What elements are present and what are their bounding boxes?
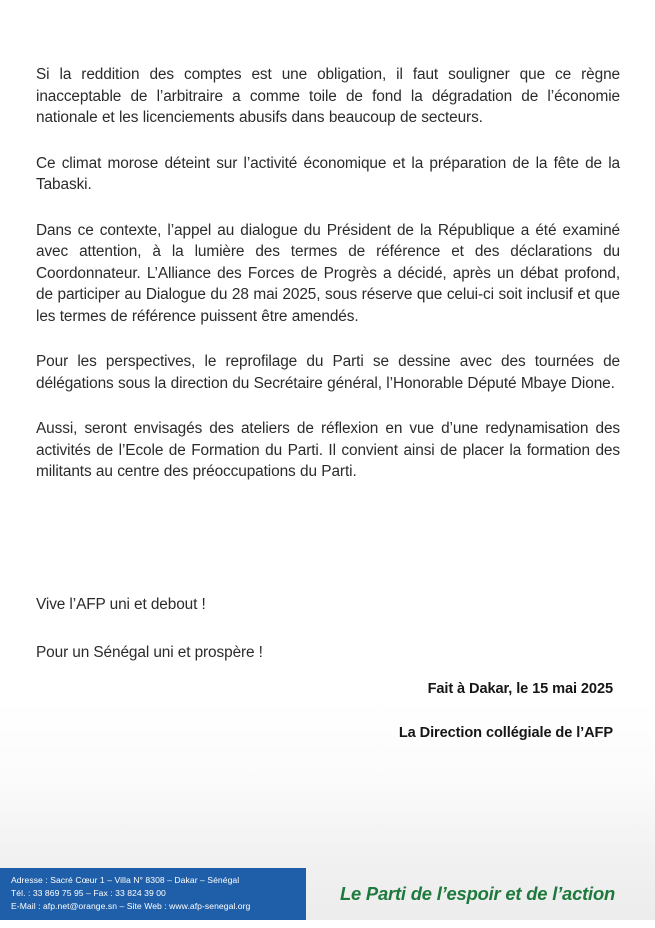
body-paragraph: Ce climat morose déteint sur l’activité économique et la préparation de la fête de la Tabaski.: [36, 154, 620, 193]
body-paragraph: Aussi, seront envisagés des ateliers de réflexion en vue d’une redynamisation des activités de l’Ecole de Formation du Parti. Il convient ainsi de placer la formation des militants au centre des préoccupations du Parti.: [36, 420, 620, 480]
footer-email-line: E-Mail : afp.net@orange.sn – Site Web : www.afp-senegal.org: [11, 901, 251, 912]
party-tagline: Le Parti de l’espoir et de l’action: [339, 883, 616, 904]
signature-block: [399, 681, 613, 741]
slogan-line: Pour un Sénégal uni et prospère !: [36, 644, 263, 661]
body-paragraph: Pour les perspectives, le reprofilage du Parti se dessine avec des tournées de délégations sous la direction du Secrétaire général, l’Honorable Député Mbaye Dione.: [36, 353, 620, 392]
body-paragraph: Si la reddition des comptes est une obligation, il faut souligner que ce règne inacceptable de l’arbitraire a comme toile de fond la dégradation de l’économie nationale et les licenciements abusifs dans beaucoup de secteurs.: [36, 66, 620, 126]
closing-slogans: [36, 594, 620, 663]
footer-phone-line: Tél. : 33 869 75 95 – Fax : 33 824 39 00: [11, 888, 166, 899]
footer-tagline-area: [306, 868, 655, 920]
footer-contact-panel: [0, 868, 306, 920]
slogan-line: Vive l’AFP uni et debout !: [36, 596, 206, 613]
body-paragraph: Dans ce contexte, l’appel au dialogue du Président de la République a été examiné avec attention, à la lumière des termes de référence et des déclarations du Coordonnateur. L’Alliance des Forces de Progrès a décidé, après un débat profond, de participer au Dialogue du 28 mai 2025, sous réserve que celui-ci soit inclusif et que les termes de référence puissent être amendés.: [36, 221, 620, 325]
footer-bottom-strip: [0, 920, 655, 928]
document-body: [36, 64, 620, 483]
signatory-name: La Direction collégiale de l’AFP: [398, 725, 613, 741]
footer-address-line: Adresse : Sacré Cœur 1 – Villa N° 8308 – Dakar – Sénégal: [11, 875, 240, 885]
place-and-date: Fait à Dakar, le 15 mai 2025: [427, 681, 613, 697]
page-footer: [0, 868, 655, 920]
